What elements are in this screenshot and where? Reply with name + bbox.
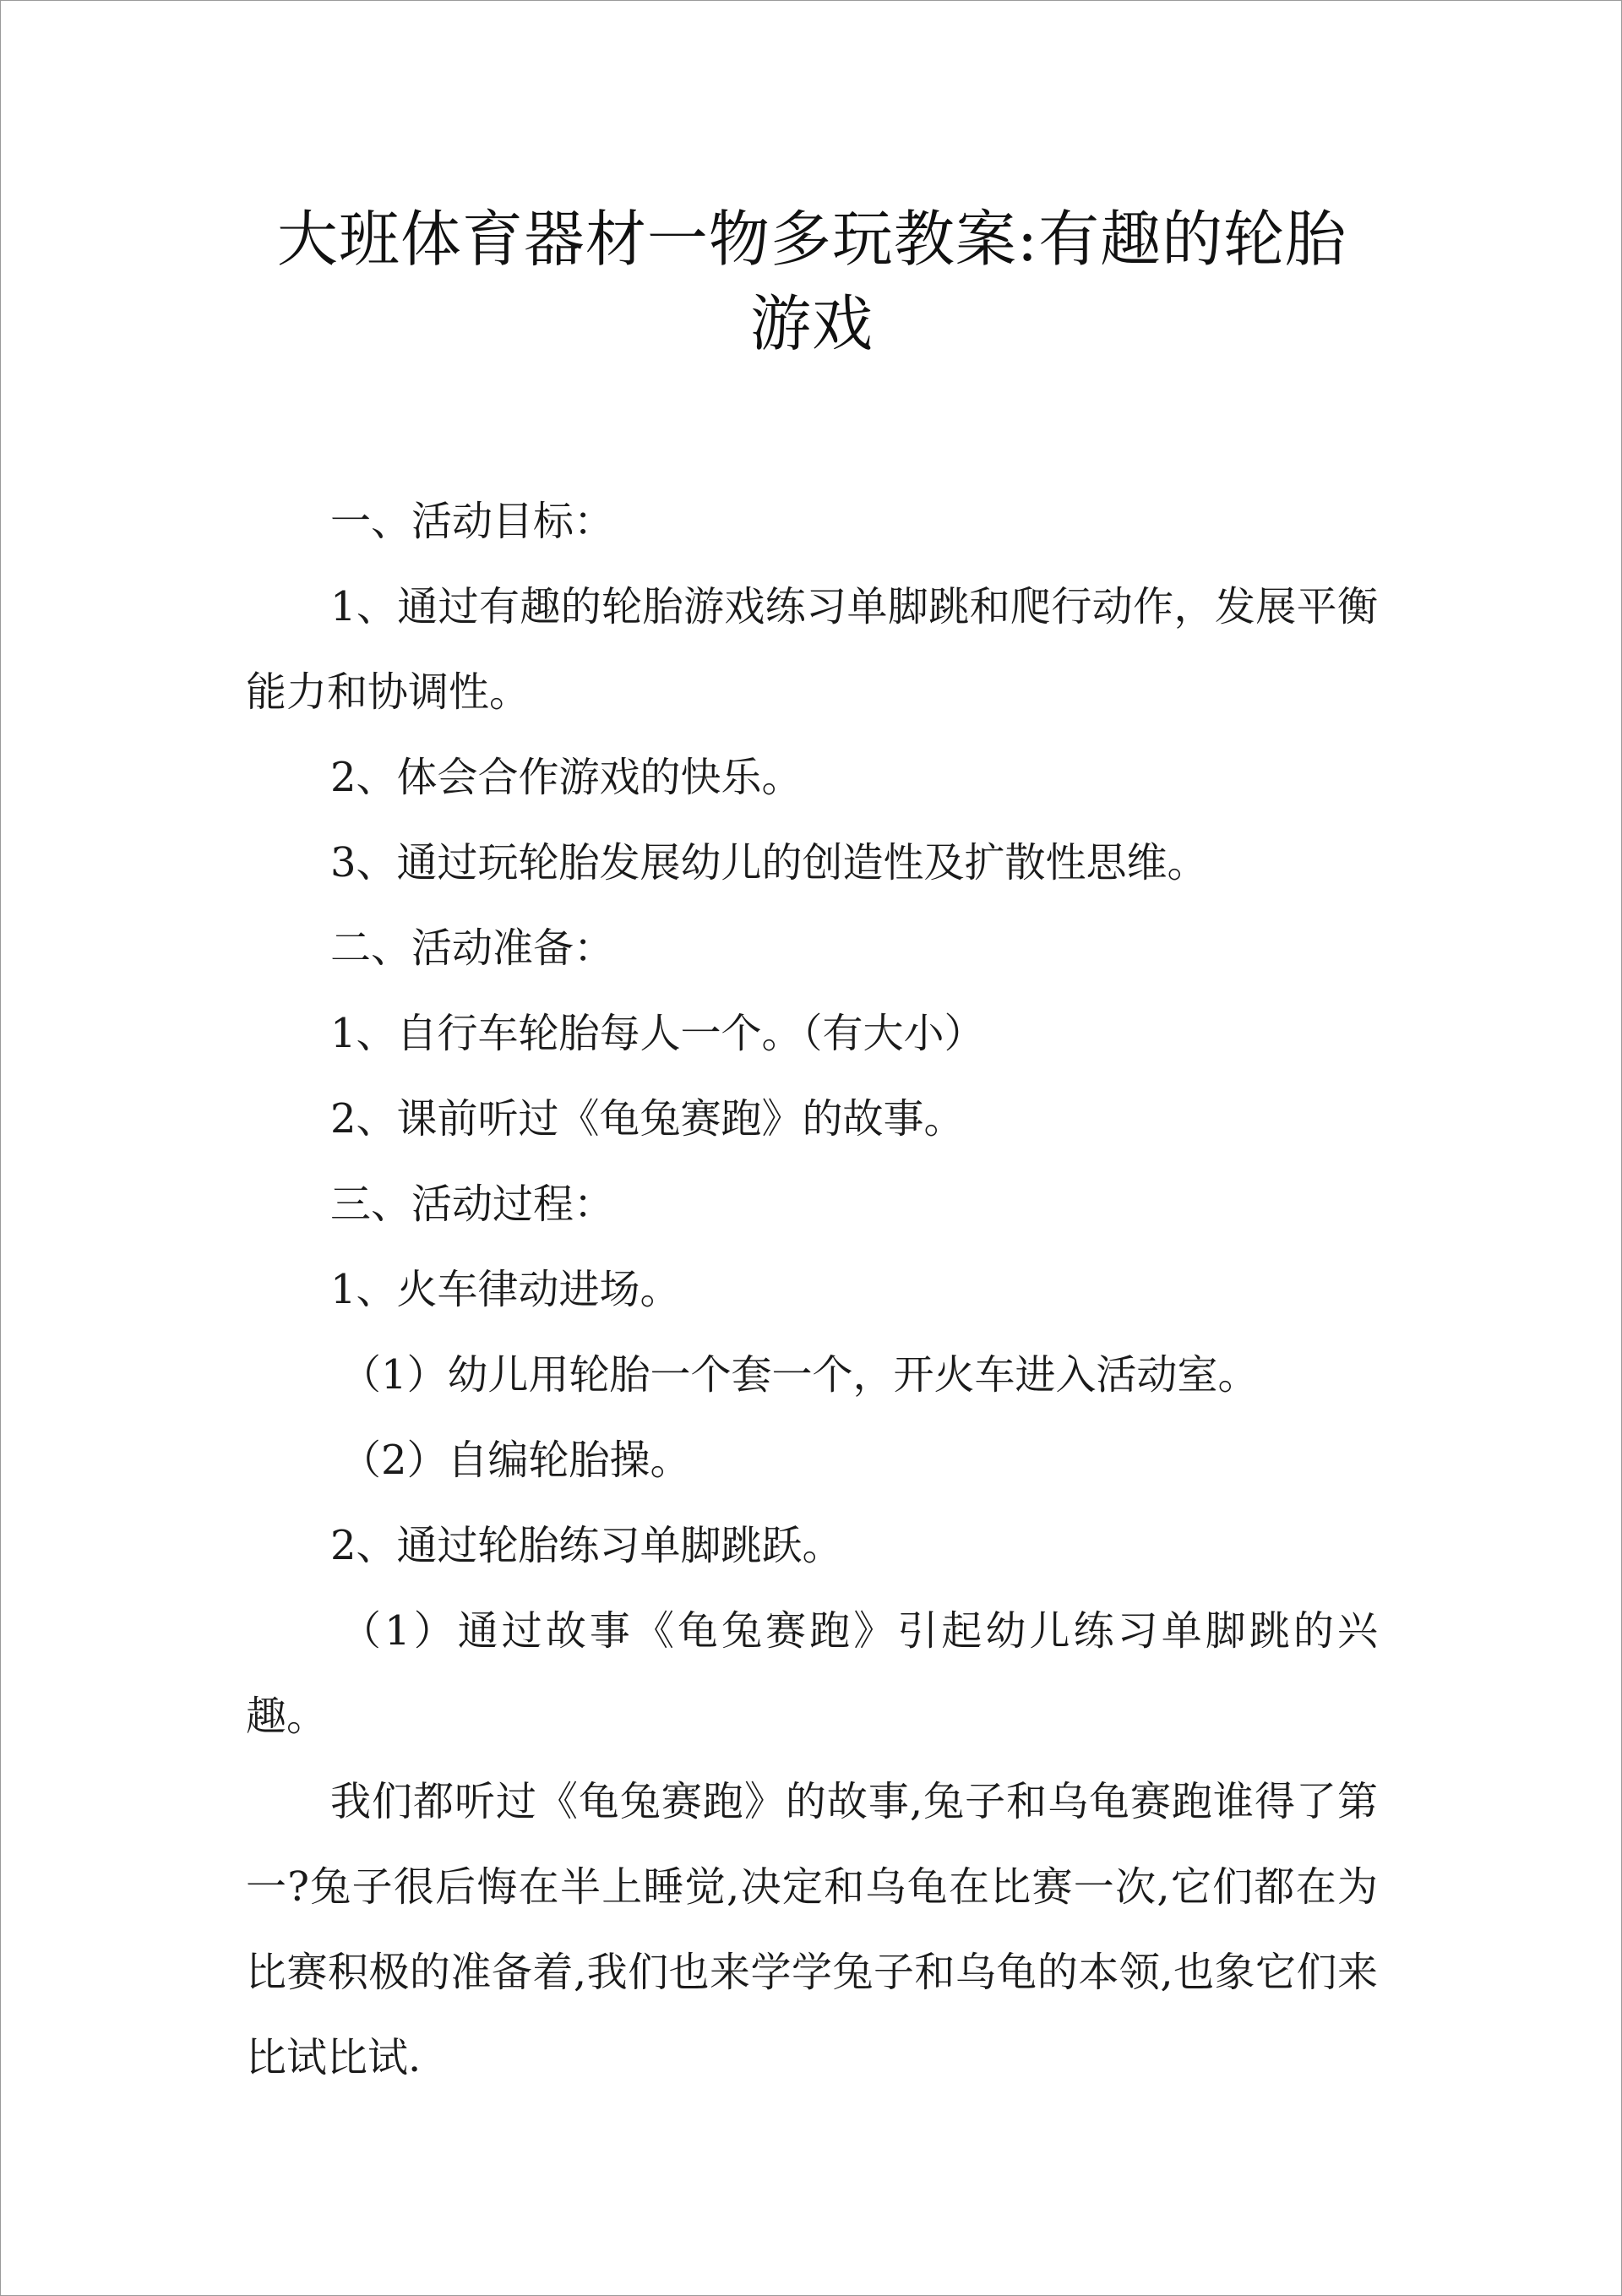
process-step-1-sub-1: （1）幼儿用轮胎一个套一个，开火车进入活动室。 — [340, 1351, 1259, 1399]
heading-activity-preparation: 二、活动准备： — [330, 924, 615, 972]
process-step-1-sub-2: （2）自编轮胎操。 — [340, 1437, 691, 1484]
process-step-1: 1、火车律动进场。 — [330, 1266, 681, 1313]
process-step-2-sub-1: （1）通过故事《龟兔赛跑》引起幼儿练习单脚跳的兴趣。 — [246, 1607, 1378, 1740]
story-paragraph: 我们都听过《龟兔赛跑》的故事,兔子和乌龟赛跑谁得了第一?兔子很后悔在半上睡觉,决定和乌龟在比赛一次,它们都在为比赛积极的准备着,我们也来学学兔子和乌龟的本领,也象它们来比试比试. — [246, 1778, 1378, 2081]
goal-item-1: 1、通过有趣的轮胎游戏练习单脚跳和爬行动作，发展平衡能力和协调性。 — [246, 583, 1378, 716]
process-step-2: 2、通过轮胎练习单脚跳跃。 — [330, 1522, 843, 1569]
preparation-item-2: 2、课前听过《龟兔赛跑》的故事。 — [330, 1095, 965, 1143]
preparation-item-1: 1、自行车轮胎每人一个。（有大小） — [330, 1010, 985, 1057]
document-title: 大班体育器材一物多玩教案:有趣的轮胎游戏 — [276, 204, 1347, 359]
goal-item-2: 2、体会合作游戏的快乐。 — [330, 754, 803, 801]
heading-activity-process: 三、活动过程： — [330, 1181, 615, 1228]
goal-item-3: 3、通过玩轮胎发展幼儿的创造性及扩散性思维。 — [330, 839, 1208, 886]
document-body — [246, 479, 1378, 2101]
heading-activity-goals: 一、活动目标： — [330, 498, 615, 545]
